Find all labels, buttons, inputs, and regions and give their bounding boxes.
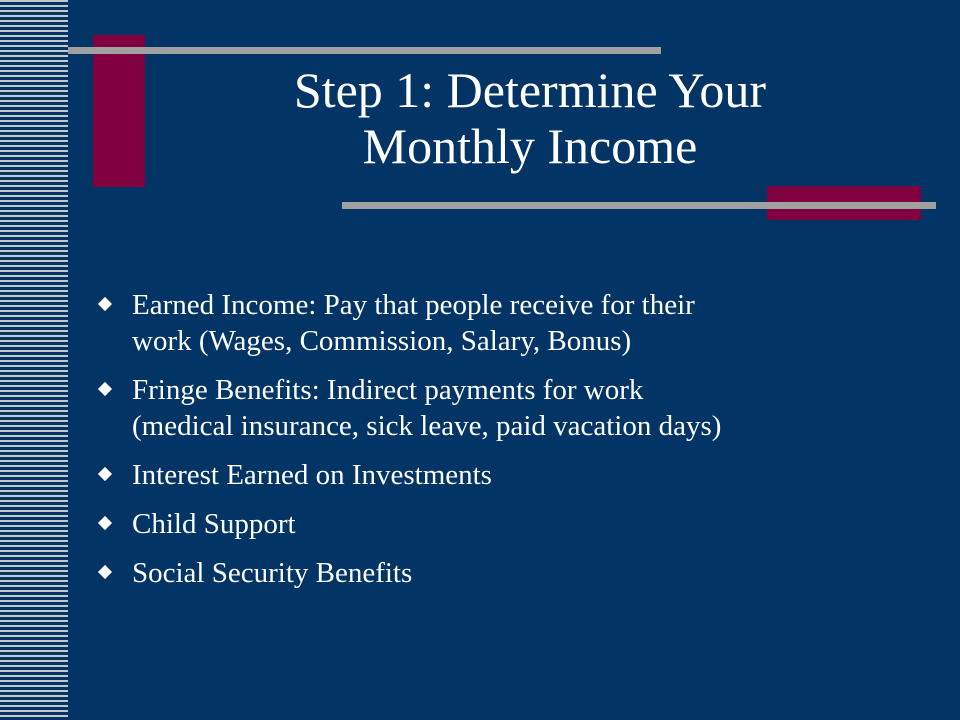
diamond-bullet-icon: [98, 516, 112, 530]
diamond-bullet-icon: [98, 297, 112, 311]
bullet-list: [96, 287, 916, 604]
bullet-item: [96, 372, 916, 444]
bullet-item: [96, 506, 916, 542]
slide-title-line: Step 1: Determine Your: [293, 62, 767, 118]
bullet-item: [96, 457, 916, 493]
decorative-gray-bar-bottom: [342, 202, 936, 209]
bullet-text: work (Wages, Commission, Salary, Bonus): [132, 325, 632, 357]
slide-title-line: Monthly Income: [362, 118, 698, 174]
slide-title: [150, 62, 910, 174]
bullet-item: [96, 287, 916, 359]
bullet-text: Social Security Benefits: [132, 557, 413, 589]
bullet-text: Earned Income: Pay that people receive for their: [132, 289, 695, 321]
decorative-gray-bar-top: [68, 47, 661, 54]
diamond-bullet-icon: [98, 382, 112, 396]
bullet-text: Interest Earned on Investments: [132, 459, 492, 491]
bullet-text: Fringe Benefits: Indirect payments for work: [132, 374, 644, 406]
decorative-maroon-block-left: [93, 35, 145, 187]
diamond-bullet-icon: [98, 467, 112, 481]
bullet-item: [96, 555, 916, 591]
left-striped-border: [0, 0, 68, 720]
bullet-text: Child Support: [132, 508, 296, 540]
diamond-bullet-icon: [98, 565, 112, 579]
bullet-text: (medical insurance, sick leave, paid vacation days): [132, 410, 722, 442]
